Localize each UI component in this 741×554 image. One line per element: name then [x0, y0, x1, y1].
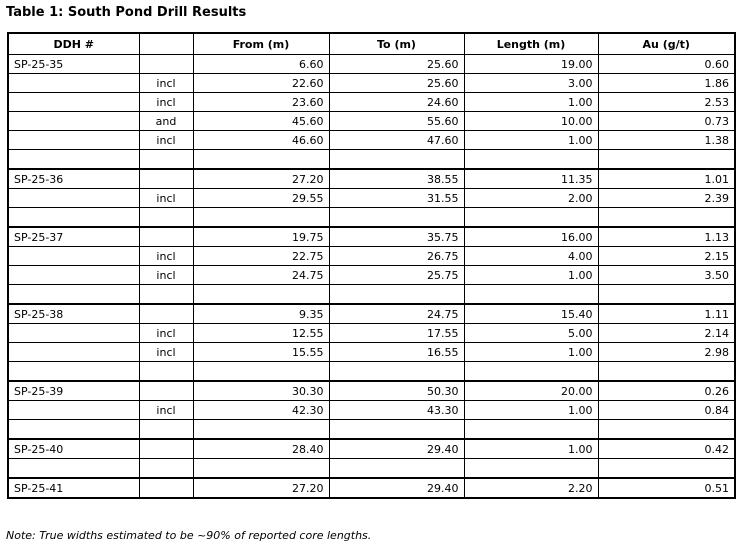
from-cell: 42.30	[193, 401, 329, 420]
ddh-cell	[8, 131, 139, 150]
qualifier-cell	[139, 208, 193, 228]
table-row	[8, 169, 735, 189]
spacer-row	[8, 459, 735, 479]
ddh-cell	[8, 208, 139, 228]
ddh-cell	[8, 420, 139, 440]
au-cell	[598, 150, 735, 170]
table-row	[8, 324, 735, 343]
to-cell: 25.75	[329, 266, 464, 285]
from-cell: 22.75	[193, 247, 329, 266]
table-row	[8, 304, 735, 324]
to-cell	[329, 285, 464, 305]
au-cell	[598, 362, 735, 382]
qualifier-cell	[139, 169, 193, 189]
au-cell: 1.11	[598, 304, 735, 324]
ddh-cell: SP-25-39	[8, 381, 139, 401]
to-cell: 25.60	[329, 55, 464, 74]
table-row	[8, 55, 735, 74]
table-row	[8, 131, 735, 150]
qualifier-cell	[139, 285, 193, 305]
from-cell: 45.60	[193, 112, 329, 131]
from-cell: 30.30	[193, 381, 329, 401]
qualifier-cell: incl	[139, 74, 193, 93]
from-cell	[193, 150, 329, 170]
ddh-cell	[8, 266, 139, 285]
ddh-cell	[8, 459, 139, 479]
au-cell: 1.38	[598, 131, 735, 150]
from-cell: 24.75	[193, 266, 329, 285]
au-cell	[598, 459, 735, 479]
to-cell: 35.75	[329, 227, 464, 247]
au-cell	[598, 208, 735, 228]
table-row	[8, 74, 735, 93]
to-cell	[329, 208, 464, 228]
ddh-cell: SP-25-36	[8, 169, 139, 189]
qualifier-cell	[139, 420, 193, 440]
au-cell: 1.86	[598, 74, 735, 93]
header-row	[8, 33, 735, 55]
spacer-row	[8, 150, 735, 170]
from-cell: 22.60	[193, 74, 329, 93]
from-cell: 6.60	[193, 55, 329, 74]
length-cell: 2.20	[464, 478, 598, 498]
qualifier-cell	[139, 362, 193, 382]
table-row	[8, 401, 735, 420]
to-cell	[329, 150, 464, 170]
au-cell: 0.26	[598, 381, 735, 401]
to-cell	[329, 420, 464, 440]
length-cell: 15.40	[464, 304, 598, 324]
qualifier-cell	[139, 55, 193, 74]
spacer-row	[8, 362, 735, 382]
table-row	[8, 227, 735, 247]
qualifier-cell: and	[139, 112, 193, 131]
from-cell: 15.55	[193, 343, 329, 362]
length-cell: 10.00	[464, 112, 598, 131]
au-cell: 3.50	[598, 266, 735, 285]
ddh-cell: SP-25-35	[8, 55, 139, 74]
au-cell: 2.15	[598, 247, 735, 266]
length-cell: 16.00	[464, 227, 598, 247]
table-row	[8, 439, 735, 459]
footnote: Note: True widths estimated to be ~90% of reported core lengths.	[6, 529, 372, 542]
ddh-cell	[8, 74, 139, 93]
qualifier-cell: incl	[139, 247, 193, 266]
ddh-cell	[8, 285, 139, 305]
qualifier-cell	[139, 478, 193, 498]
length-cell: 1.00	[464, 266, 598, 285]
from-cell	[193, 420, 329, 440]
from-cell: 46.60	[193, 131, 329, 150]
length-cell	[464, 150, 598, 170]
qualifier-cell	[139, 304, 193, 324]
au-cell	[598, 420, 735, 440]
from-cell	[193, 362, 329, 382]
to-cell	[329, 459, 464, 479]
table-row	[8, 247, 735, 266]
col-header-to: To (m)	[329, 33, 464, 55]
to-cell	[329, 362, 464, 382]
from-cell: 29.55	[193, 189, 329, 208]
ddh-cell	[8, 189, 139, 208]
from-cell: 27.20	[193, 478, 329, 498]
ddh-cell	[8, 112, 139, 131]
col-header-au: Au (g/t)	[598, 33, 735, 55]
length-cell	[464, 459, 598, 479]
to-cell: 24.75	[329, 304, 464, 324]
from-cell: 9.35	[193, 304, 329, 324]
table-row	[8, 266, 735, 285]
length-cell	[464, 208, 598, 228]
from-cell: 23.60	[193, 93, 329, 112]
col-header-qualifier	[139, 33, 193, 55]
length-cell: 1.00	[464, 343, 598, 362]
ddh-cell	[8, 324, 139, 343]
table-title: Table 1: South Pond Drill Results	[6, 5, 247, 20]
length-cell: 5.00	[464, 324, 598, 343]
to-cell: 29.40	[329, 439, 464, 459]
length-cell: 11.35	[464, 169, 598, 189]
drill-table-body	[8, 55, 735, 499]
table-row	[8, 189, 735, 208]
au-cell	[598, 285, 735, 305]
length-cell: 20.00	[464, 381, 598, 401]
length-cell	[464, 420, 598, 440]
qualifier-cell	[139, 459, 193, 479]
length-cell: 4.00	[464, 247, 598, 266]
qualifier-cell: incl	[139, 343, 193, 362]
from-cell: 19.75	[193, 227, 329, 247]
ddh-cell: SP-25-41	[8, 478, 139, 498]
au-cell: 1.01	[598, 169, 735, 189]
to-cell: 29.40	[329, 478, 464, 498]
qualifier-cell	[139, 381, 193, 401]
length-cell: 1.00	[464, 401, 598, 420]
qualifier-cell	[139, 150, 193, 170]
ddh-cell: SP-25-40	[8, 439, 139, 459]
qualifier-cell: incl	[139, 324, 193, 343]
qualifier-cell: incl	[139, 401, 193, 420]
from-cell	[193, 285, 329, 305]
to-cell: 31.55	[329, 189, 464, 208]
from-cell: 27.20	[193, 169, 329, 189]
length-cell: 3.00	[464, 74, 598, 93]
table-row	[8, 343, 735, 362]
to-cell: 17.55	[329, 324, 464, 343]
spacer-row	[8, 208, 735, 228]
table-row	[8, 478, 735, 498]
table-row	[8, 112, 735, 131]
col-header-length: Length (m)	[464, 33, 598, 55]
ddh-cell	[8, 401, 139, 420]
to-cell: 43.30	[329, 401, 464, 420]
qualifier-cell	[139, 439, 193, 459]
to-cell: 38.55	[329, 169, 464, 189]
to-cell: 25.60	[329, 74, 464, 93]
qualifier-cell: incl	[139, 93, 193, 112]
drill-results-table	[7, 32, 736, 499]
ddh-cell	[8, 343, 139, 362]
spacer-row	[8, 285, 735, 305]
ddh-cell	[8, 150, 139, 170]
from-cell: 28.40	[193, 439, 329, 459]
from-cell: 12.55	[193, 324, 329, 343]
to-cell: 26.75	[329, 247, 464, 266]
au-cell: 0.73	[598, 112, 735, 131]
au-cell: 0.42	[598, 439, 735, 459]
au-cell: 0.60	[598, 55, 735, 74]
length-cell: 2.00	[464, 189, 598, 208]
spacer-row	[8, 420, 735, 440]
table-row	[8, 381, 735, 401]
ddh-cell	[8, 93, 139, 112]
qualifier-cell: incl	[139, 131, 193, 150]
length-cell: 1.00	[464, 439, 598, 459]
qualifier-cell: incl	[139, 266, 193, 285]
col-header-ddh: DDH #	[8, 33, 139, 55]
au-cell: 2.14	[598, 324, 735, 343]
length-cell: 19.00	[464, 55, 598, 74]
ddh-cell	[8, 247, 139, 266]
length-cell: 1.00	[464, 93, 598, 112]
qualifier-cell: incl	[139, 189, 193, 208]
au-cell: 2.98	[598, 343, 735, 362]
to-cell: 24.60	[329, 93, 464, 112]
au-cell: 2.53	[598, 93, 735, 112]
au-cell: 1.13	[598, 227, 735, 247]
col-header-from: From (m)	[193, 33, 329, 55]
ddh-cell: SP-25-37	[8, 227, 139, 247]
qualifier-cell	[139, 227, 193, 247]
length-cell: 1.00	[464, 131, 598, 150]
to-cell: 55.60	[329, 112, 464, 131]
to-cell: 16.55	[329, 343, 464, 362]
table-row	[8, 93, 735, 112]
from-cell	[193, 208, 329, 228]
ddh-cell	[8, 362, 139, 382]
ddh-cell: SP-25-38	[8, 304, 139, 324]
to-cell: 50.30	[329, 381, 464, 401]
au-cell: 2.39	[598, 189, 735, 208]
length-cell	[464, 362, 598, 382]
au-cell: 0.51	[598, 478, 735, 498]
to-cell: 47.60	[329, 131, 464, 150]
length-cell	[464, 285, 598, 305]
from-cell	[193, 459, 329, 479]
au-cell: 0.84	[598, 401, 735, 420]
